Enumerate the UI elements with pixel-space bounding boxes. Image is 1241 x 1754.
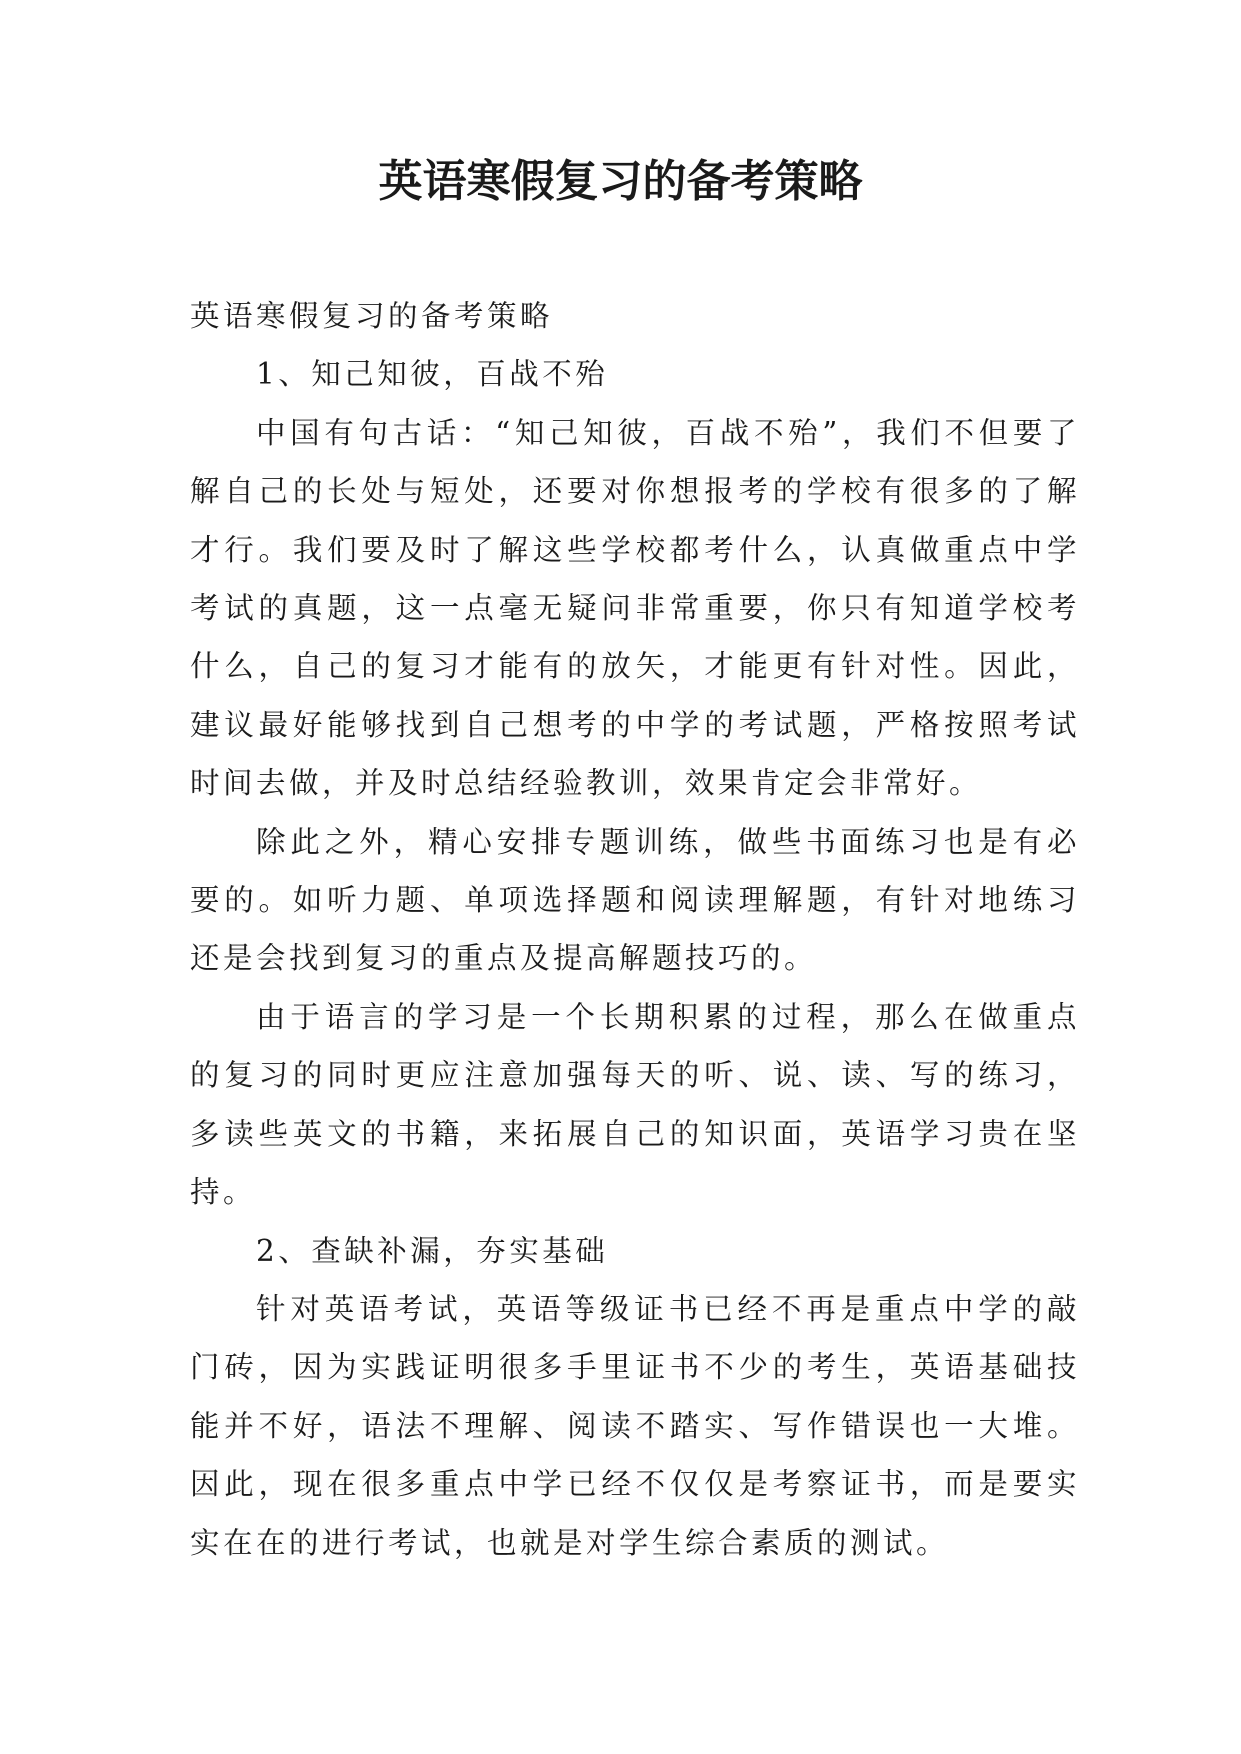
paragraph: 除此之外，精心安排专题训练，做些书面练习也是有必要的。如听力题、单项选择题和阅读理解题，有针对地练习还是会找到复习的重点及提高解题技巧的。 [190, 824, 1080, 976]
paragraph: 针对英语考试，英语等级证书已经不再是重点中学的敲门砖，因为实践证明很多手里证书不少的考生，英语基础技能并不好，语法不理解、阅读不踏实、写作错误也一大堆。因此，现在很多重点中学已经不仅仅是考察证书，而是要实实在在的进行考试，也就是对学生综合素质的测试。 [190, 1291, 1080, 1560]
document-title: 英语寒假复习的备考策略 [378, 156, 863, 207]
section-heading-2: 2、查缺补漏，夯实基础 [256, 1233, 609, 1268]
paragraph: 中国有句古话：“知己知彼，百战不殆”，我们不但要了解自己的长处与短处，还要对你想报考的学校有很多的了解才行。我们要及时了解这些学校都考什么，认真做重点中学考试的真题，这一点毫无疑问非常重要，你只有知道学校考什么，自己的复习才能有的放矢，才能更有针对性。因此，建议最好能够找到自己想考的中学的考试题，严格按照考试时间去做，并及时总结经验教训，效果肯定会非常好。 [190, 415, 1080, 801]
document-body [190, 287, 1080, 1572]
paragraph-subtitle: 英语寒假复习的备考策略 [190, 299, 554, 333]
section-heading-1: 1、知己知彼，百战不殆 [256, 357, 609, 392]
paragraph: 由于语言的学习是一个长期积累的过程，那么在做重点的复习的同时更应注意加强每天的听、说、读、写的练习，多读些英文的书籍，来拓展自己的知识面，英语学习贵在坚持。 [190, 999, 1080, 1210]
